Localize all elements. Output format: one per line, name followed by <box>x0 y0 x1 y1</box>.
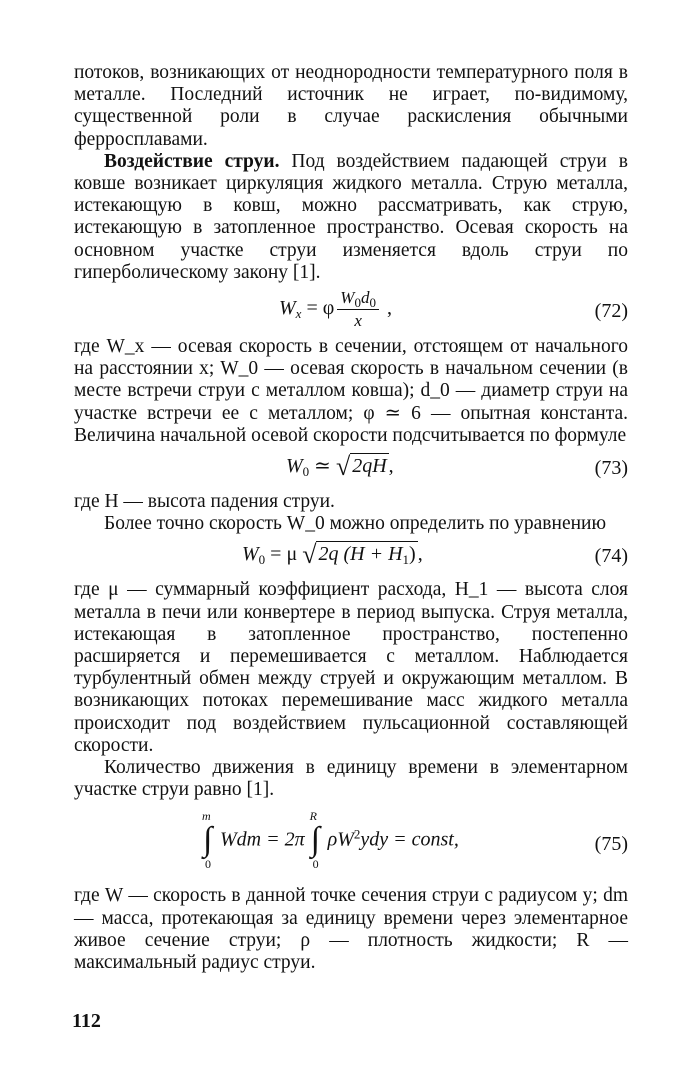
paragraph-7: Количество движения в единицу времени в элементарном участке струи равно [1]. <box>74 757 628 801</box>
integral-sign: R ∫ 0 <box>309 809 320 872</box>
paragraph-8: где W — скорость в данной точке сечения струи с радиусом y; dm — масса, протекающая за единицу времени через элементарное живое сечение струи; ρ — плотность жидкости; R — максимальный радиус струи. <box>74 885 628 974</box>
section-heading: Воздействие струи. <box>104 150 280 172</box>
equation-75-body: m ∫ 0 Wdm = 2π R ∫ 0 $\rho W^2ydy$ = const, <box>202 809 459 872</box>
equation-74 <box>74 537 628 577</box>
paragraph-5: Более точно скорость W_0 можно определить по уравнению <box>104 513 607 535</box>
equation-73-number: (73) <box>594 457 628 480</box>
integral-sign: m ∫ 0 <box>202 809 213 872</box>
equation-74-number: (74) <box>594 545 628 568</box>
paragraph-2-text: Под воздействием падающей струи в ковше возникает циркуляция жидкого металла. Струю металла, истекающую в ковш, можно рассматривать, как струю, истекающую в затопленное пространство. Осевая скорость на основном участке струи изменяется вдоль струи по гиперболическому закону [1]. <box>74 150 628 283</box>
sqrt-sign: √ 2q $(H + H_1)$ <box>302 540 416 570</box>
body-text <box>74 62 628 974</box>
paragraph-3: где W_x — осевая скорость в сечении, отстоящем от начального на расстоянии x; W_0 — осевая скорость в начальном сечении (в месте встречи струи с металлом ковша); d_0 — диаметр струи на участке встречи ее с металлом; φ ≃ 6 — опытная константа. Величина начальной осевой скорости подсчитывается по формуле <box>74 336 628 446</box>
equation-72-fraction: $\frac{W_0d_0}{x}$ <box>337 288 379 331</box>
paragraph-2 <box>74 151 628 284</box>
paragraph-6: где μ — суммарный коэффициент расхода, H_1 — высота слоя металла в печи или конвертере в период выпуска. Струя металла, истекающая в затопленное пространство, постепенно расширяется и перемешивается с металлом. Наблюдается турбулентный обмен между струей и окружающим металлом. В возникающих потоках перемешивание масс жидкого металла происходит под воздействием пульсационной составляющей скорости. <box>74 579 628 756</box>
sqrt-sign: √ 2qH <box>335 452 387 482</box>
equation-72 <box>74 286 628 334</box>
equation-75-number: (75) <box>594 833 628 856</box>
page-number: 112 <box>72 1010 101 1032</box>
equation-73 <box>74 449 628 489</box>
equation-75 <box>74 803 628 883</box>
equation-72-number: (72) <box>594 300 628 323</box>
equation-72-body: $W_x = \varphi$ $\frac{W_0d_0}{x}$ , <box>279 288 392 331</box>
paragraph-4: где H — высота падения струи. <box>74 491 335 513</box>
equation-74-body: $W_0 = \mu$ √ 2q $(H + H_1)$ , <box>242 540 423 570</box>
equation-73-body: $W_0$ ≃ √ 2qH , <box>286 452 394 482</box>
paragraph-1: потоков, возникающих от неоднородности температурного поля в металле. Последний источник не играет, по-видимому, существенной роли в случае раскисления обычными ферросплавами. <box>74 62 628 150</box>
